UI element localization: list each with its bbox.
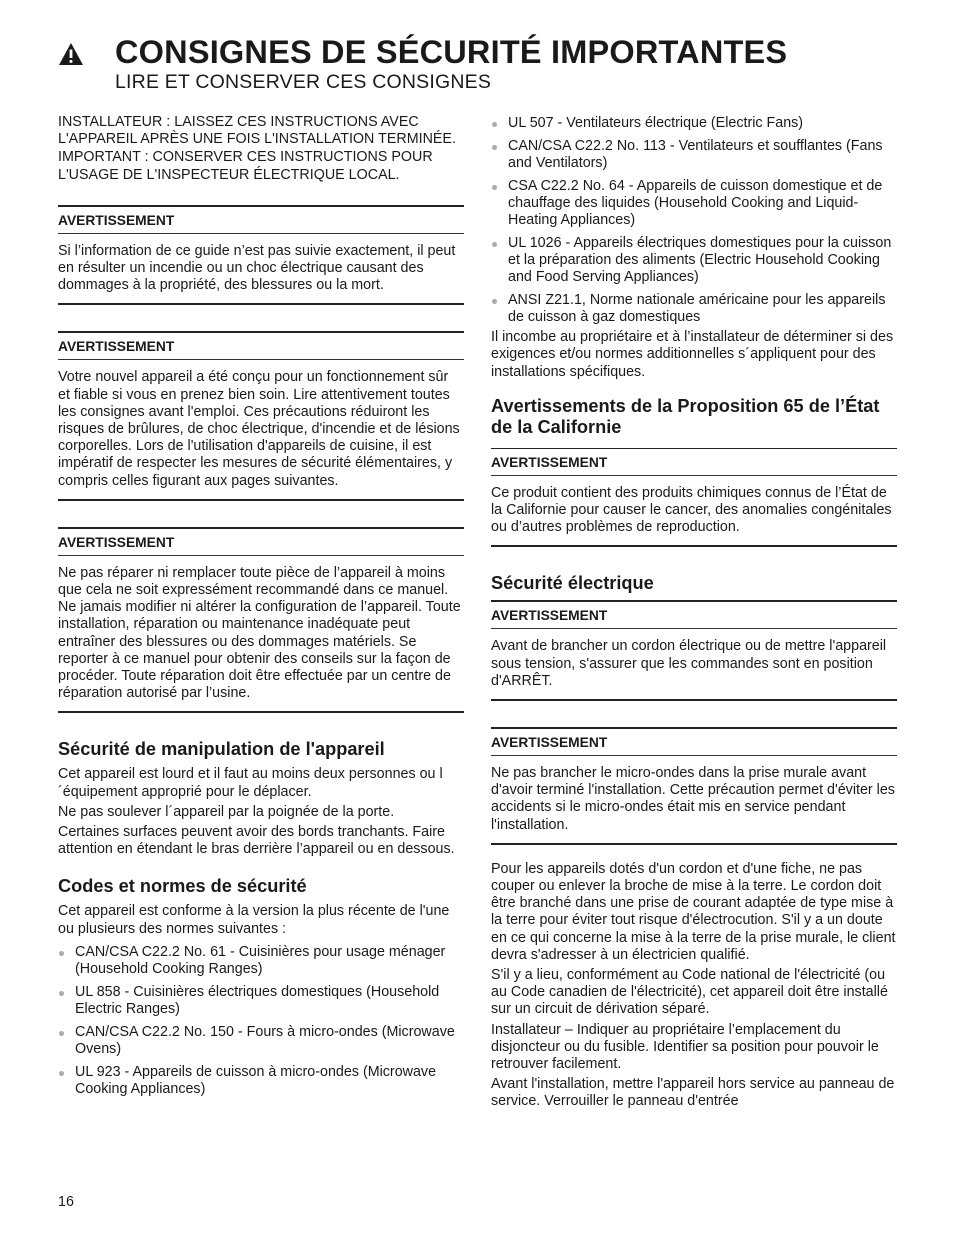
page-subtitle: LIRE ET CONSERVER CES CONSIGNES [115,71,492,93]
warning-label: AVERTISSEMENT [58,529,464,556]
warning-box [491,727,897,845]
right-column [491,114,897,1111]
warning-text: Ne pas réparer ni remplacer toute pièce de l’appareil à moins que cela ne soit expressément recommandé dans ce manuel. Ne jamais modifier ni altérer la configuration de l’appareil. Toute installation, réparation ou maintenance inadéquate peut entraîner des blessures ou des dommages matériels. Se reporter à ce manuel pour obtenir des conseils sur la façon de procéder. Toute réparation doit être effectuée par un centre de réparation autorisé par l’usine. [58,564,461,702]
list-item [58,1024,464,1058]
warning-box [491,448,897,548]
page-title: CONSIGNES DE SÉCURITÉ IMPORTANTES [115,34,788,70]
paragraph: Pour les appareils dotés d'un cordon et d'une fiche, ne pas couper ou enlever la broche de mise à la terre. Le cordon doit être branché dans une prise de courant adaptée de type mise à la terre pour éviter tout risque d'électrocution. S'il y a un doute en ce qui concerne la mise à la terre de la prise murale, le client devra s'adresser à un électricien qualifié. [491,860,896,963]
bullet-icon [59,1031,64,1036]
warning-box [58,331,464,500]
list-item [491,178,897,230]
standards-list-continued [491,115,897,327]
warning-label: AVERTISSEMENT [491,602,897,629]
left-column [58,114,464,1104]
paragraph: Avant l'installation, mettre l'appareil hors service au panneau de service. Verrouiller le panneau d'entrée [491,1076,895,1110]
list-item [491,115,897,132]
bullet-icon [59,1071,64,1076]
warning-box [58,527,464,714]
list-item-text: CAN/CSA C22.2 No. 61 - Cuisinières pour usage ménager (Household Cooking Ranges) [75,943,446,978]
list-item [491,292,897,326]
bullet-icon [492,242,497,247]
list-item-text: ANSI Z21.1, Norme nationale américaine pour les appareils de cuisson à gaz domestiques [508,292,886,326]
bullet-icon [492,145,497,150]
warning-text: Avant de brancher un cordon électrique ou de mettre l'appareil sous tension, s'assurer que les commandes sont en position d'ARRÊT. [491,638,887,689]
warning-text: Ne pas brancher le micro-ondes dans la prise murale avant d'avoir terminé l'installation. Cette précaution permet d'éviter les accidents si le micro-ondes était mis en service pendant l'installation. [491,765,895,833]
list-item-text: UL 507 - Ventilateurs électrique (Electric Fans) [508,115,804,131]
list-item-text: UL 923 - Appareils de cuisson à micro-ondes (Microwave Cooking Appliances) [75,1063,437,1098]
section-title-handling: Sécurité de manipulation de l'appareil [58,739,385,760]
list-item-text: CSA C22.2 No. 64 - Appareils de cuisson domestique et de chauffage des liquides (Household Cooking and Liquid-Heating Appliances) [508,177,883,229]
paragraph: Certaines surfaces peuvent avoir des bords tranchants. Faire attention en étendant le bras derrière l’appareil ou en dessous. [58,824,455,858]
warning-box [58,205,464,306]
paragraph: Ne pas soulever l´appareil par la poignée de la porte. [58,803,395,820]
warning-label: AVERTISSEMENT [491,729,897,756]
paragraph: Cet appareil est lourd et il faut au moins deux personnes ou l´équipement approprié pour le déplacer. [58,766,443,800]
paragraph: Il incombe au propriétaire et à l’installateur de déterminer si des exigences et/ou normes additionnelles s´appliquent pour des installations spécifiques. [491,329,894,380]
warning-text: Votre nouvel appareil a été conçu pour un fonctionnement sûr et fiable si vous en prenez bien soin. Lire attentivement toutes les consignes avant l'emploi. Ces précautions réduiront les risques de brûlures, de choc électrique, d'incendie et de lésions corporelles. Lors de l'utilisation d'appareils de cuisine, il est impératif de respecter les mesures de sécurité élémentaires, y compris celles figurant aux pages suivantes. [58,369,460,489]
warning-label: AVERTISSEMENT [58,207,464,234]
warning-text: Si l’information de ce guide n’est pas suivie exactement, il peut en résulter un incendie ou un choc électrique causant des dommages à la propriété, des blessures ou la mort. [58,242,456,294]
warning-triangle-icon [58,42,84,66]
paragraph: Installateur – Indiquer au propriétaire l’emplacement du disjoncteur ou du fusible. Identifier sa position pour pouvoir le retrouver facilement. [491,1021,879,1073]
installer-note: INSTALLATEUR : LAISSEZ CES INSTRUCTIONS AVEC L'APPAREIL APRÈS UNE FOIS L'INSTALLATION TERMINÉE. [58,114,456,148]
page-number: 16 [58,1194,74,1210]
section-title-prop65: Avertissements de la Proposition 65 de l’État de la Californie [491,395,880,437]
standards-list [58,944,464,1098]
list-item [58,1064,464,1098]
warning-box [491,600,897,701]
list-item-text: UL 858 - Cuisinières électriques domestiques (Household Electric Ranges) [75,983,440,1018]
bullet-icon [492,122,497,127]
bullet-icon [59,991,64,996]
bullet-icon [492,185,497,190]
warning-label: AVERTISSEMENT [58,333,464,360]
list-item-text: CAN/CSA C22.2 No. 113 - Ventilateurs et soufflantes (Fans and Ventilators) [508,137,883,171]
section-title-electrical: Sécurité électrique [491,573,654,594]
list-item-text: UL 1026 - Appareils électriques domestiques pour la cuisson et la préparation des aliments (Electric Household Cooking and Food Serving Appliances) [508,235,892,286]
bullet-icon [492,299,497,304]
list-item [491,235,897,287]
page-header [58,32,918,94]
list-item [491,138,897,172]
important-note: IMPORTANT : CONSERVER CES INSTRUCTIONS POUR L'USAGE DE L'INSPECTEUR ÉLECTRIQUE LOCAL. [58,149,433,183]
list-item-text: CAN/CSA C22.2 No. 150 - Fours à micro-ondes (Microwave Ovens) [75,1023,455,1058]
section-title-codes: Codes et normes de sécurité [58,876,307,897]
warning-text: Ce produit contient des produits chimiques connus de l’État de la Californie pour causer le cancer, des anomalies congénitales ou d’autres problèmes de reproduction. [491,484,892,536]
paragraph: Cet appareil est conforme à la version la plus récente de l'une ou plusieurs des normes suivantes : [58,903,450,937]
paragraph: S'il y a lieu, conformément au Code national de l'électricité (ou au Code canadien de l'électricité), cet appareil doit être installé sur un circuit de dérivation séparé. [491,967,888,1018]
list-item [58,984,464,1018]
list-item [58,944,464,978]
warning-label: AVERTISSEMENT [491,449,897,476]
bullet-icon [59,951,64,956]
